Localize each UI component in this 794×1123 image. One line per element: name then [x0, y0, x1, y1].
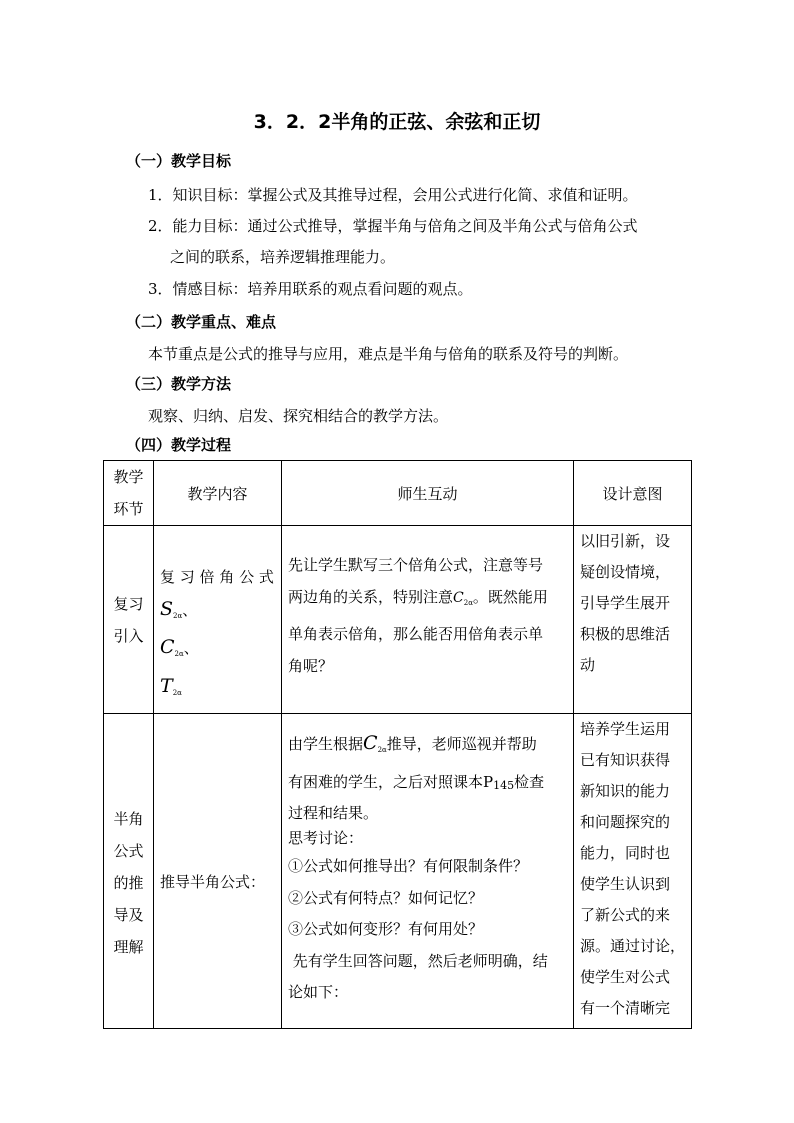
interaction-review: 先让学生默写三个倍角公式，注意等号 两边角的关系，特别注意$C_{2\alpha}$。既然能用 单角表示倍角，那么能否用倍角表示单 角呢？	[282, 526, 574, 714]
table-header-row	[104, 461, 692, 526]
objective-ability-cont: 之间的联系，培养逻辑推理能力。	[170, 248, 396, 266]
intent-half-angle: 培养学生运用 已有知识获得 新知识的能力 和问题探究的 能力，同时也 使学生认识到 了新公式的来 源。通过讨论， 使学生对公式 有一个清晰完	[574, 714, 692, 1029]
section-heading-methods: （三）教学方法	[126, 375, 232, 393]
content-half-angle: 推导半角公式：	[154, 714, 282, 1029]
section-heading-process: （四）教学过程	[126, 436, 232, 454]
header-interaction: 师生互动	[282, 461, 574, 526]
stage-half-angle: 半角 公式 的推 导及 理解	[104, 714, 154, 1029]
stage-review: 复习 引入	[104, 526, 154, 714]
content-review: 复 习 倍 角 公 式 $S_{2\alpha}$、 $C_{2\alpha}$、 $T_{2\alpha}$	[154, 526, 282, 714]
document-title: 3．2．2半角的正弦、余弦和正切	[253, 111, 541, 133]
header-content: 教学内容	[154, 461, 282, 526]
interaction-half-angle: 由学生根据$C_{2\alpha}$推导，老师巡视并帮助 有困难的学生，之后对照课本P145检查 过程和结果。 思考讨论： ①公式如何推导出？有何限制条件？ ②公式有何特点？如何记忆？ ③公式如何变形？有何用处？ 先有学生回答问题，然后老师明确，结 论如下：	[282, 714, 574, 1029]
header-stage: 教学 环节	[104, 461, 154, 526]
objective-ability: 2．能力目标：通过公式推导，掌握半角与倍角之间及半角公式与倍角公式	[148, 217, 638, 235]
objective-emotion: 3．情感目标：培养用联系的观点看问题的观点。	[148, 280, 473, 298]
formula-t2a: $T_{2\alpha}$	[160, 674, 182, 697]
intent-review: 以旧引新，设 疑创设情境， 引导学生展开 积极的思维活 动	[574, 526, 692, 714]
formula-s2a-c2a: $S_{2\alpha}$、 $C_{2\alpha}$、	[160, 597, 199, 658]
teaching-process-table	[103, 460, 692, 1029]
table-row	[104, 526, 692, 714]
table-row	[104, 714, 692, 1029]
section-heading-keypoints: （二）教学重点、难点	[126, 313, 277, 331]
section-heading-objectives: （一）教学目标	[126, 152, 232, 170]
methods-text: 观察、归纳、启发、探究相结合的教学方法。	[148, 407, 449, 425]
header-intent: 设计意图	[574, 461, 692, 526]
keypoints-text: 本节重点是公式的推导与应用，难点是半角与倍角的联系及符号的判断。	[148, 345, 629, 363]
objective-knowledge: 1．知识目标：掌握公式及其推导过程，会用公式进行化简、求值和证明。	[148, 186, 638, 204]
